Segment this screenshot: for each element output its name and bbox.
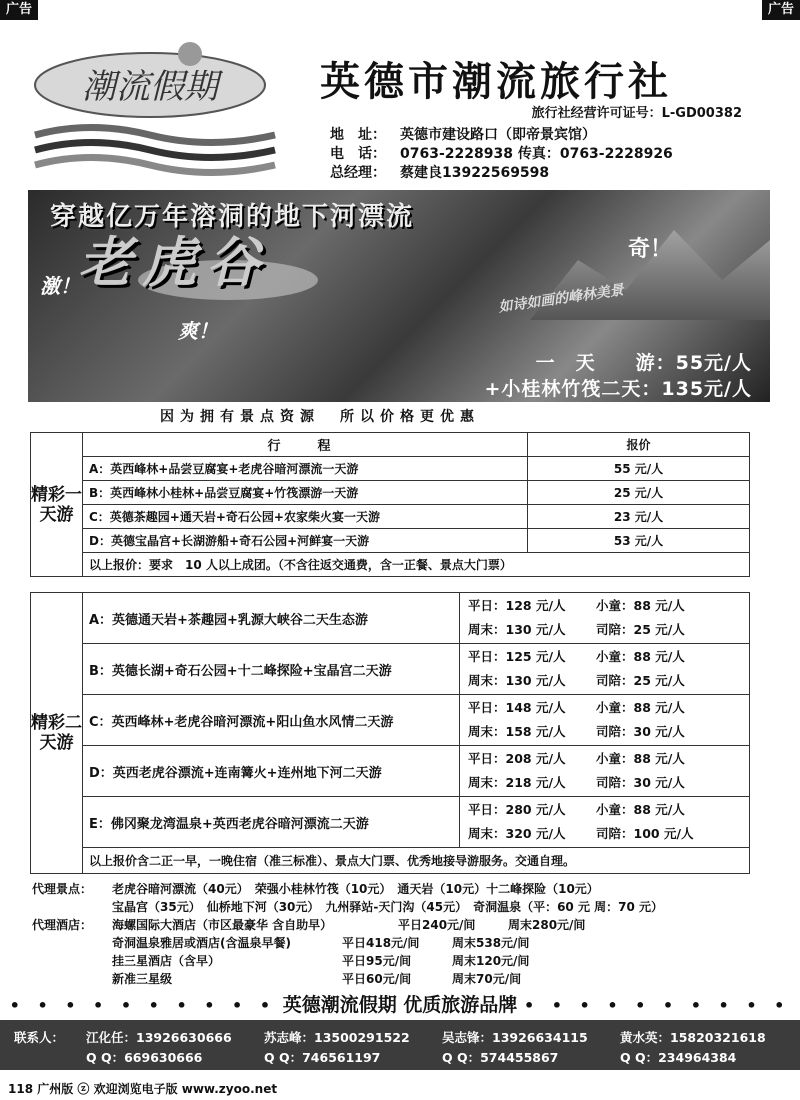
banner-headline: 穿越亿万年溶洞的地下河漂流 [50, 202, 415, 232]
ad-tag-left: 广告 [0, 0, 38, 20]
price-cell [460, 695, 750, 746]
price: 55 元/人 [528, 457, 750, 481]
price-weekend: 周末：158 元/人 [468, 724, 566, 739]
license-number: 旅行社经营许可证号：L-GD00382 [531, 106, 742, 121]
price: 23 元/人 [528, 505, 750, 529]
manager-label: 总经理： [330, 165, 386, 181]
banner-price-1: 一 天 游：55元/人 [535, 352, 752, 374]
two-day-side-label: 精彩二天游 [31, 593, 83, 874]
contact-qq: Q Q：746561197 [264, 1050, 381, 1065]
price-escort: 司陪：100 元/人 [596, 826, 694, 841]
table-row [31, 746, 750, 797]
hotels-label: 代理酒店： [32, 918, 93, 932]
brand-dots-left: • • • • • • • • • • [9, 996, 277, 1015]
address-label: 地 址： [330, 127, 386, 143]
brand-dots-right: • • • • • • • • • • [523, 996, 791, 1015]
price-child: 小童：88 元/人 [596, 751, 685, 766]
table-row [31, 457, 750, 481]
hotel-name: 奇洞温泉雅居或酒店(含温泉早餐) [112, 936, 291, 950]
banner-word-2: 爽！ [178, 319, 218, 343]
route: C：英德茶趣园+通天岩+奇石公园+农家柴火宴一天游 [83, 505, 528, 529]
phone-label: 电 话： [330, 146, 386, 162]
company-name: 英德市潮流旅行社 [320, 58, 672, 105]
price-weekday: 平日：125 元/人 [468, 649, 566, 664]
contact-name: 吴志锋：13926634115 [442, 1030, 588, 1045]
col-route-header: 行 程 [83, 433, 528, 457]
manager: 蔡建良13922569598 [400, 165, 550, 181]
route: A：英德通天岩+茶趣园+乳源大峡谷二天生态游 [83, 593, 460, 644]
banner-title: 老虎谷 [78, 231, 270, 294]
banner-caption: 如诗如画的峰林美景 [497, 282, 625, 316]
brand-text: 英德潮流假期 优质旅游品牌 [282, 994, 518, 1016]
route: C：英西峰林+老虎谷暗河漂流+阳山鱼水风情二天游 [83, 695, 460, 746]
price-cell [460, 746, 750, 797]
table-row [31, 529, 750, 553]
price-weekday: 平日：128 元/人 [468, 598, 566, 613]
price: 25 元/人 [528, 481, 750, 505]
price-child: 小童：88 元/人 [596, 598, 685, 613]
price-cell [460, 593, 750, 644]
price-weekend: 周末：218 元/人 [468, 775, 566, 790]
price-child: 小童：88 元/人 [596, 649, 685, 664]
hotel-weekday: 平日240元/间 [398, 918, 476, 932]
route: B：英西峰林小桂林+品尝豆腐宴+竹筏漂游一天游 [83, 481, 528, 505]
spots-line-2: 宝晶宫（35元） 仙桥地下河（30元） 九州驿站-天门沟（45元） 奇洞温泉（平：60 元 周：70 元） [112, 900, 664, 914]
hotel-weekday: 平日418元/间 [342, 936, 420, 950]
hotel-weekend: 周末280元/间 [508, 918, 586, 932]
slogan: 因为拥有景点资源 所以价格更优惠 [160, 409, 480, 425]
spots-line-1: 老虎谷暗河漂流（40元） 荣强小桂林竹筏（10元） 通天岩（10元）十二峰探险（10元） [112, 882, 599, 896]
price-child: 小童：88 元/人 [596, 700, 685, 715]
logo-text: 潮流假期 [82, 67, 218, 107]
contacts-bar [0, 1020, 800, 1070]
price-escort: 司陪：30 元/人 [596, 775, 685, 790]
table-row [31, 695, 750, 746]
price-weekday: 平日：280 元/人 [468, 802, 566, 817]
one-day-tours-table [30, 432, 750, 577]
hotel-name: 新准三星级 [112, 972, 173, 986]
contact-qq: Q Q：234964384 [620, 1050, 737, 1065]
page-footer: 118 广州版 ⓩ 欢迎浏览电子版 www.zyoo.net [8, 1082, 278, 1096]
banner-price-2: +小桂林竹筏二天：135元/人 [484, 378, 752, 400]
table-row [31, 505, 750, 529]
price-escort: 司陪：25 元/人 [596, 622, 685, 637]
price-weekday: 平日：148 元/人 [468, 700, 566, 715]
price-weekend: 周末：130 元/人 [468, 673, 566, 688]
hotel-weekend: 周末70元/间 [452, 972, 522, 986]
banner-word-3: 奇！ [628, 237, 673, 262]
price-cell [460, 797, 750, 848]
one-day-side-label: 精彩一天游 [31, 433, 83, 577]
table-row [31, 644, 750, 695]
contact-name: 黄水英：15820321618 [620, 1030, 766, 1045]
price-weekend: 周末：320 元/人 [468, 826, 566, 841]
contacts-label: 联系人： [14, 1030, 65, 1045]
col-price-header: 报价 [528, 433, 750, 457]
route: E：佛冈聚龙湾温泉+英西老虎谷暗河漂流二天游 [83, 797, 460, 848]
price-escort: 司陪：25 元/人 [596, 673, 685, 688]
banner-word-1: 激！ [40, 274, 80, 298]
table-row [31, 481, 750, 505]
contact-qq: Q Q：574455867 [442, 1050, 559, 1065]
price-weekday: 平日：208 元/人 [468, 751, 566, 766]
one-day-note: 以上报价：要求 10 人以上成团。（不含往返交通费，含一正餐、景点大门票） [83, 553, 750, 577]
company-contact [330, 126, 673, 183]
header [0, 20, 800, 190]
route: D：英德宝晶宫+长湖游船+奇石公园+河鲜宴一天游 [83, 529, 528, 553]
price-cell [460, 644, 750, 695]
contact-qq: Q Q：669630666 [86, 1050, 203, 1065]
promo-banner [28, 190, 770, 402]
hotel-name: 挂三星酒店（含早） [112, 954, 221, 968]
price: 53 元/人 [528, 529, 750, 553]
address: 英德市建设路口（即帝景宾馆） [400, 127, 596, 143]
brand-line [0, 990, 800, 1017]
table-row [31, 593, 750, 644]
two-day-tours-table [30, 592, 750, 874]
two-day-note: 以上报价含二正一早，一晚住宿（准三标准）、景点大门票、优秀地接导游服务。交通自理。 [83, 848, 750, 874]
phone: 0763-2228938 传真：0763-2228926 [400, 146, 673, 162]
price-weekend: 周末：130 元/人 [468, 622, 566, 637]
hotel-weekday: 平日60元/间 [342, 972, 412, 986]
spots-label: 代理景点： [32, 882, 93, 896]
route: A：英西峰林+品尝豆腐宴+老虎谷暗河漂流一天游 [83, 457, 528, 481]
table-row [31, 797, 750, 848]
price-escort: 司陪：30 元/人 [596, 724, 685, 739]
ad-tag-right: 广告 [762, 0, 800, 20]
contact-name: 苏志峰：13500291522 [264, 1030, 410, 1045]
logo-graphic [30, 40, 280, 180]
route: D：英西老虎谷漂流+连南篝火+连州地下河二天游 [83, 746, 460, 797]
hotel-weekday: 平日95元/间 [342, 954, 412, 968]
hotel-weekend: 周末120元/间 [452, 954, 530, 968]
hotel-weekend: 周末538元/间 [452, 936, 530, 950]
contact-name: 江化任：13926630666 [86, 1030, 232, 1045]
route: B：英德长湖+奇石公园+十二峰探险+宝晶宫二天游 [83, 644, 460, 695]
hotel-name: 海螺国际大酒店（市区最豪华 含自助早） [112, 918, 333, 932]
price-child: 小童：88 元/人 [596, 802, 685, 817]
